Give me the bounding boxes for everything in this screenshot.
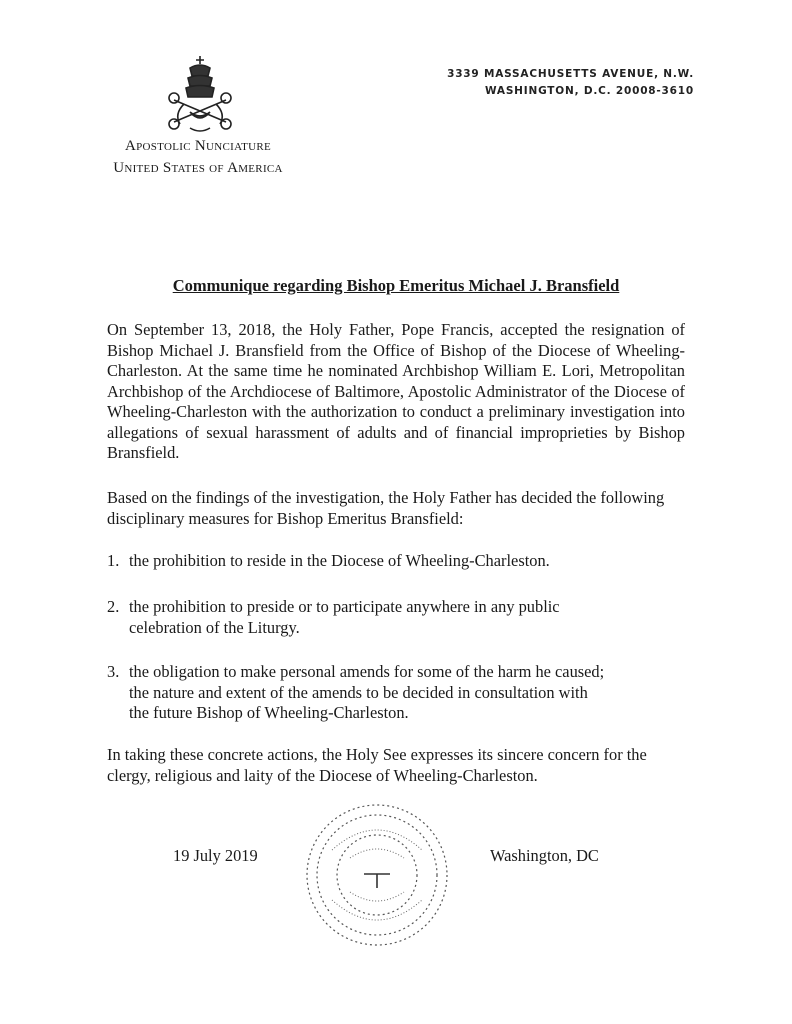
document-place: Washington, DC <box>490 846 599 865</box>
measure-number: 3. <box>107 662 120 681</box>
measure-number: 2. <box>107 597 120 616</box>
measure-text <box>129 597 669 638</box>
letterhead-address <box>447 66 694 100</box>
papal-crest-icon <box>160 52 240 138</box>
letterhead-name <box>88 135 308 179</box>
document-title: Communique regarding Bishop Emeritus Michael J. Bransfield <box>172 276 620 295</box>
measure-line: the future Bishop of Wheeling-Charleston. <box>129 703 409 722</box>
document-date: 19 July 2019 <box>173 846 258 865</box>
letterhead-line-2: United States of America <box>113 160 283 176</box>
paragraph-1: On September 13, 2018, the Holy Father, Pope Francis, accepted the resignation of Bishop Michael J. Bransfield from the Office of Bishop of the Diocese of Wheeling-Charleston. At the same time he nominated Archbishop William E. Lori, Metropolitan Archbishop of the Archdiocese of Baltimore, Apostolic Administrator of the Diocese of Wheeling-Charleston with the authorization to conduct a preliminary investigation into allegations of sexual harassment of adults and of financial improprieties by Bishop Bransfield. <box>107 320 685 462</box>
letterhead-line-1: Apostolic Nunciature <box>124 138 272 154</box>
measure-line: the obligation to make personal amends for some of the harm he caused; <box>129 662 605 681</box>
measure-line: the nature and extent of the amends to be decided in consultation with <box>129 682 588 702</box>
address-line-1: 3339 MASSACHUSETTS AVENUE, N.W. <box>447 68 694 80</box>
paragraph-3: In taking these concrete actions, the Holy See expresses its sincere concern for the clergy, religious and laity of the Diocese of Wheeling-Charleston. <box>107 745 647 785</box>
measure-number: 1. <box>107 551 120 570</box>
paragraph-2: Based on the findings of the investigation, the Holy Father has decided the following disciplinary measures for Bishop Emeritus Bransfield: <box>107 488 665 528</box>
address-line-2: WASHINGTON, D.C. 20008-3610 <box>484 85 694 97</box>
measure-line: celebration of the Liturgy. <box>129 617 300 637</box>
measure-text <box>129 662 669 724</box>
measure-line: the prohibition to preside or to participate anywhere in any public <box>129 597 560 616</box>
measure-text: the prohibition to reside in the Diocese of Wheeling-Charleston. <box>129 551 550 570</box>
embossed-seal-icon <box>302 800 452 950</box>
